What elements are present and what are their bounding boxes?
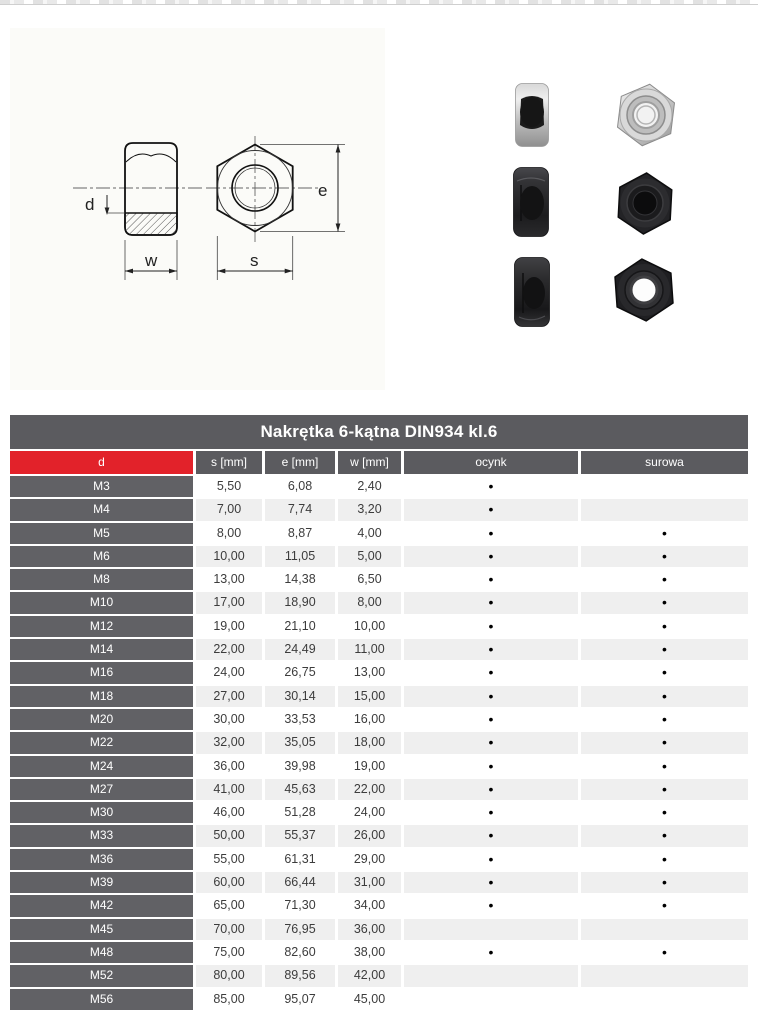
row-label-cell: M4 — [10, 499, 193, 520]
value-cell-e: 55,37 — [265, 825, 335, 846]
row-label-cell: M45 — [10, 919, 193, 940]
column-header-surowa: surowa — [581, 451, 748, 474]
s-arrowhead-right — [285, 269, 293, 274]
availability-cell-surowa: • — [581, 732, 748, 753]
availability-cell-surowa: • — [581, 779, 748, 800]
value-cell-s: 55,00 — [196, 849, 262, 870]
value-cell-s: 13,00 — [196, 569, 262, 590]
column-header-e: e [mm] — [265, 451, 335, 474]
row-label-cell: M20 — [10, 709, 193, 730]
value-cell-e: 71,30 — [265, 895, 335, 916]
value-cell-e: 82,60 — [265, 942, 335, 963]
availability-cell-ocynk: • — [404, 523, 578, 544]
value-cell-s: 36,00 — [196, 756, 262, 777]
row-label-cell: M14 — [10, 639, 193, 660]
row-label-cell: M39 — [10, 872, 193, 893]
row-label-cell: M36 — [10, 849, 193, 870]
value-cell-e: 14,38 — [265, 569, 335, 590]
row-label-cell: M12 — [10, 616, 193, 637]
value-cell-w: 8,00 — [338, 592, 401, 613]
table-row — [10, 849, 748, 870]
side-view-chamfer — [126, 154, 176, 162]
table-header-row — [10, 451, 748, 474]
nut-photo-side-black-2 — [514, 257, 550, 327]
value-cell-s: 32,00 — [196, 732, 262, 753]
availability-cell-ocynk: • — [404, 476, 578, 497]
table-row — [10, 756, 748, 777]
value-cell-w: 13,00 — [338, 662, 401, 683]
s-arrowhead-left — [217, 269, 225, 274]
dim-label-d: d — [85, 195, 95, 214]
availability-cell-ocynk: • — [404, 616, 578, 637]
availability-cell-ocynk — [404, 919, 578, 940]
row-label-cell: M18 — [10, 686, 193, 707]
value-cell-s: 19,00 — [196, 616, 262, 637]
row-label-cell: M42 — [10, 895, 193, 916]
value-cell-w: 5,00 — [338, 546, 401, 567]
table-body — [10, 476, 748, 1010]
value-cell-w: 18,00 — [338, 732, 401, 753]
value-cell-e: 6,08 — [265, 476, 335, 497]
value-cell-e: 8,87 — [265, 523, 335, 544]
value-cell-s: 24,00 — [196, 662, 262, 683]
row-label-cell: M16 — [10, 662, 193, 683]
dim-label-s: s — [250, 251, 259, 270]
availability-cell-surowa — [581, 989, 748, 1010]
value-cell-e: 21,10 — [265, 616, 335, 637]
w-arrowhead-right — [169, 269, 177, 274]
value-cell-w: 3,20 — [338, 499, 401, 520]
table-row — [10, 895, 748, 916]
row-label-cell: M24 — [10, 756, 193, 777]
column-header-s: s [mm] — [196, 451, 262, 474]
table-row — [10, 989, 748, 1010]
value-cell-s: 27,00 — [196, 686, 262, 707]
table-row — [10, 919, 748, 940]
value-cell-w: 45,00 — [338, 989, 401, 1010]
nut-photo-top-zinc — [613, 82, 679, 148]
value-cell-s: 7,00 — [196, 499, 262, 520]
value-cell-e: 26,75 — [265, 662, 335, 683]
value-cell-w: 38,00 — [338, 942, 401, 963]
availability-cell-ocynk: • — [404, 546, 578, 567]
row-label-cell: M6 — [10, 546, 193, 567]
nut-photo-top-black-2 — [610, 257, 678, 323]
value-cell-e: 33,53 — [265, 709, 335, 730]
table-row — [10, 709, 748, 730]
availability-cell-surowa: • — [581, 569, 748, 590]
nut-photo-side-zinc — [515, 83, 549, 147]
availability-cell-surowa: • — [581, 849, 748, 870]
availability-cell-surowa: • — [581, 592, 748, 613]
value-cell-w: 22,00 — [338, 779, 401, 800]
e-arrowhead-bottom — [336, 224, 341, 232]
value-cell-w: 15,00 — [338, 686, 401, 707]
availability-cell-ocynk: • — [404, 686, 578, 707]
table-row — [10, 569, 748, 590]
value-cell-e: 66,44 — [265, 872, 335, 893]
availability-cell-ocynk: • — [404, 639, 578, 660]
value-cell-w: 31,00 — [338, 872, 401, 893]
value-cell-e: 39,98 — [265, 756, 335, 777]
value-cell-e: 51,28 — [265, 802, 335, 823]
availability-cell-ocynk: • — [404, 942, 578, 963]
column-header-w: w [mm] — [338, 451, 401, 474]
availability-cell-ocynk: • — [404, 849, 578, 870]
availability-cell-surowa — [581, 476, 748, 497]
dim-label-w: w — [145, 251, 158, 270]
table-row — [10, 592, 748, 613]
w-arrowhead-left — [125, 269, 133, 274]
table-row — [10, 546, 748, 567]
availability-cell-ocynk — [404, 989, 578, 1010]
table-row — [10, 499, 748, 520]
row-label-cell: M8 — [10, 569, 193, 590]
row-label-cell: M22 — [10, 732, 193, 753]
availability-cell-surowa: • — [581, 709, 748, 730]
dim-label-e: e — [318, 181, 328, 200]
row-label-cell: M33 — [10, 825, 193, 846]
table-row — [10, 779, 748, 800]
value-cell-s: 60,00 — [196, 872, 262, 893]
value-cell-s: 17,00 — [196, 592, 262, 613]
value-cell-w: 16,00 — [338, 709, 401, 730]
value-cell-w: 29,00 — [338, 849, 401, 870]
value-cell-w: 4,00 — [338, 523, 401, 544]
availability-cell-surowa: • — [581, 895, 748, 916]
row-label-cell: M30 — [10, 802, 193, 823]
availability-cell-surowa: • — [581, 616, 748, 637]
side-view-hatch-section — [125, 213, 177, 235]
technical-drawing-panel — [10, 28, 385, 390]
availability-cell-ocynk: • — [404, 802, 578, 823]
table-row — [10, 639, 748, 660]
value-cell-w: 26,00 — [338, 825, 401, 846]
value-cell-w: 11,00 — [338, 639, 401, 660]
table-row — [10, 662, 748, 683]
value-cell-s: 10,00 — [196, 546, 262, 567]
row-label-cell: M3 — [10, 476, 193, 497]
value-cell-e: 11,05 — [265, 546, 335, 567]
availability-cell-surowa: • — [581, 662, 748, 683]
row-label-cell: M52 — [10, 965, 193, 986]
availability-cell-surowa: • — [581, 523, 748, 544]
table-row — [10, 616, 748, 637]
row-label-cell: M5 — [10, 523, 193, 544]
availability-cell-ocynk: • — [404, 779, 578, 800]
availability-cell-ocynk: • — [404, 662, 578, 683]
value-cell-s: 80,00 — [196, 965, 262, 986]
value-cell-w: 34,00 — [338, 895, 401, 916]
value-cell-e: 35,05 — [265, 732, 335, 753]
row-label-cell: M27 — [10, 779, 193, 800]
value-cell-e: 24,49 — [265, 639, 335, 660]
table-row — [10, 825, 748, 846]
availability-cell-surowa: • — [581, 802, 748, 823]
table-row — [10, 476, 748, 497]
table-row — [10, 802, 748, 823]
availability-cell-surowa: • — [581, 686, 748, 707]
value-cell-e: 61,31 — [265, 849, 335, 870]
value-cell-w: 24,00 — [338, 802, 401, 823]
availability-cell-ocynk: • — [404, 569, 578, 590]
page-top-pattern — [0, 0, 758, 5]
value-cell-w: 2,40 — [338, 476, 401, 497]
value-cell-w: 42,00 — [338, 965, 401, 986]
value-cell-s: 8,00 — [196, 523, 262, 544]
value-cell-e: 76,95 — [265, 919, 335, 940]
availability-cell-ocynk: • — [404, 732, 578, 753]
value-cell-s: 22,00 — [196, 639, 262, 660]
availability-cell-surowa: • — [581, 825, 748, 846]
availability-cell-surowa: • — [581, 942, 748, 963]
column-header-d: d — [10, 451, 193, 474]
row-label-cell: M48 — [10, 942, 193, 963]
value-cell-e: 89,56 — [265, 965, 335, 986]
availability-cell-ocynk: • — [404, 709, 578, 730]
e-arrowhead-top — [336, 145, 341, 153]
value-cell-s: 85,00 — [196, 989, 262, 1010]
value-cell-w: 19,00 — [338, 756, 401, 777]
hex-nut-technical-drawing — [10, 28, 385, 390]
availability-cell-surowa: • — [581, 756, 748, 777]
value-cell-s: 50,00 — [196, 825, 262, 846]
value-cell-w: 36,00 — [338, 919, 401, 940]
table-row — [10, 523, 748, 544]
value-cell-e: 45,63 — [265, 779, 335, 800]
row-label-cell: M10 — [10, 592, 193, 613]
value-cell-s: 65,00 — [196, 895, 262, 916]
availability-cell-ocynk — [404, 965, 578, 986]
value-cell-s: 41,00 — [196, 779, 262, 800]
column-header-ocynk: ocynk — [404, 451, 578, 474]
table-row — [10, 686, 748, 707]
availability-cell-ocynk: • — [404, 872, 578, 893]
value-cell-e: 18,90 — [265, 592, 335, 613]
table-row — [10, 732, 748, 753]
availability-cell-ocynk: • — [404, 499, 578, 520]
value-cell-e: 30,14 — [265, 686, 335, 707]
availability-cell-ocynk: • — [404, 825, 578, 846]
availability-cell-surowa: • — [581, 546, 748, 567]
spec-table — [10, 415, 748, 1010]
availability-cell-surowa — [581, 919, 748, 940]
value-cell-w: 6,50 — [338, 569, 401, 590]
value-cell-s: 30,00 — [196, 709, 262, 730]
value-cell-s: 75,00 — [196, 942, 262, 963]
table-title: Nakrętka 6-kątna DIN934 kl.6 — [10, 415, 748, 449]
availability-cell-surowa: • — [581, 872, 748, 893]
table-row — [10, 872, 748, 893]
table-row — [10, 942, 748, 963]
availability-cell-ocynk: • — [404, 895, 578, 916]
availability-cell-surowa — [581, 965, 748, 986]
nut-photo-side-black-1 — [513, 167, 549, 237]
value-cell-s: 46,00 — [196, 802, 262, 823]
table-row — [10, 965, 748, 986]
row-label-cell: M56 — [10, 989, 193, 1010]
availability-cell-surowa: • — [581, 639, 748, 660]
nut-photo-top-black-1 — [614, 170, 676, 237]
value-cell-w: 10,00 — [338, 616, 401, 637]
value-cell-s: 70,00 — [196, 919, 262, 940]
availability-cell-ocynk: • — [404, 592, 578, 613]
value-cell-e: 95,07 — [265, 989, 335, 1010]
value-cell-s: 5,50 — [196, 476, 262, 497]
availability-cell-surowa — [581, 499, 748, 520]
value-cell-e: 7,74 — [265, 499, 335, 520]
availability-cell-ocynk: • — [404, 756, 578, 777]
d-arrowhead — [105, 208, 110, 216]
